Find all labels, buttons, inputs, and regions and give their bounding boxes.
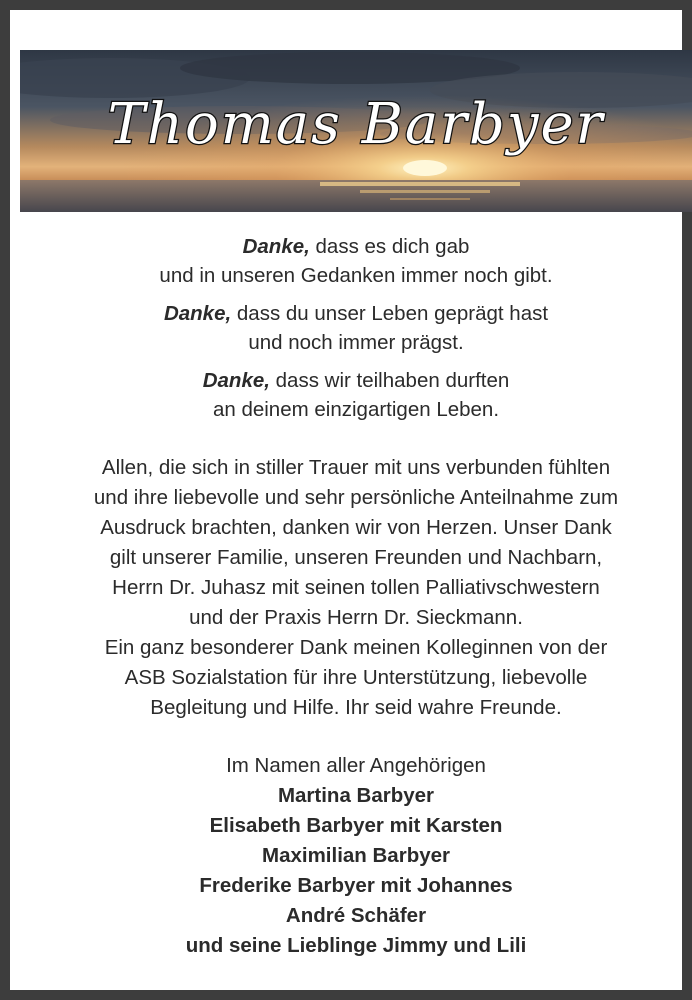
thanks-line: Herrn Dr. Juhasz mit seinen tollen Palliativschwestern bbox=[112, 576, 600, 599]
stanza-3 bbox=[20, 366, 692, 424]
notice-content bbox=[20, 232, 692, 961]
signature-name: und seine Lieblinge Jimmy und Lili bbox=[185, 934, 527, 957]
thanks-line: gilt unserer Familie, unseren Freunden und Nachbarn, bbox=[109, 546, 603, 569]
signature-name: Martina Barbyer bbox=[277, 784, 435, 807]
signature-names bbox=[20, 781, 692, 961]
thanks-line: Allen, die sich in stiller Trauer mit uns verbunden fühlten bbox=[101, 456, 611, 479]
thanks-line: Ein ganz besonderer Dank meinen Kolleginnen von der bbox=[104, 636, 608, 659]
thanks-line: Ausdruck brachten, danken wir von Herzen. Unser Dank bbox=[100, 516, 612, 539]
signature-name: Elisabeth Barbyer mit Karsten bbox=[209, 814, 503, 837]
stanza-line: dass du unser Leben geprägt hast bbox=[236, 302, 549, 325]
thanks-line: Begleitung und Hilfe. Ihr seid wahre Freunde. bbox=[150, 696, 562, 719]
stanza-line: an deinem einzigartigen Leben. bbox=[212, 398, 500, 421]
signature-name: Maximilian Barbyer bbox=[262, 844, 450, 867]
deceased-name: Thomas Barbyer bbox=[107, 92, 605, 157]
stanza-line: und in unseren Gedanken immer noch gibt. bbox=[159, 264, 553, 287]
stanza-line: dass es dich gab bbox=[315, 235, 470, 258]
header-banner bbox=[20, 50, 692, 212]
stanza-line: dass wir teilhaben durften bbox=[275, 369, 510, 392]
thanks-line: ASB Sozialstation für ihre Unterstützung, liebevolle bbox=[124, 666, 588, 689]
signature-intro: Im Namen aller Angehörigen bbox=[226, 754, 486, 777]
thanks-line: und der Praxis Herrn Dr. Sieckmann. bbox=[189, 606, 523, 629]
stanza-lead: Danke, bbox=[163, 302, 232, 325]
stanza-lead: Danke, bbox=[242, 235, 310, 258]
thanks-paragraph bbox=[20, 453, 692, 723]
stanza-1 bbox=[20, 232, 692, 290]
signature-block bbox=[20, 751, 692, 961]
thanks-line: und ihre liebevolle und sehr persönliche Anteilnahme zum bbox=[93, 486, 619, 509]
stanza-line: und noch immer prägst. bbox=[248, 331, 464, 354]
signature-name: André Schäfer bbox=[285, 904, 427, 927]
stanza-2 bbox=[20, 299, 692, 357]
stanza-lead: Danke, bbox=[202, 369, 270, 392]
signature-name: Frederike Barbyer mit Johannes bbox=[199, 874, 513, 897]
